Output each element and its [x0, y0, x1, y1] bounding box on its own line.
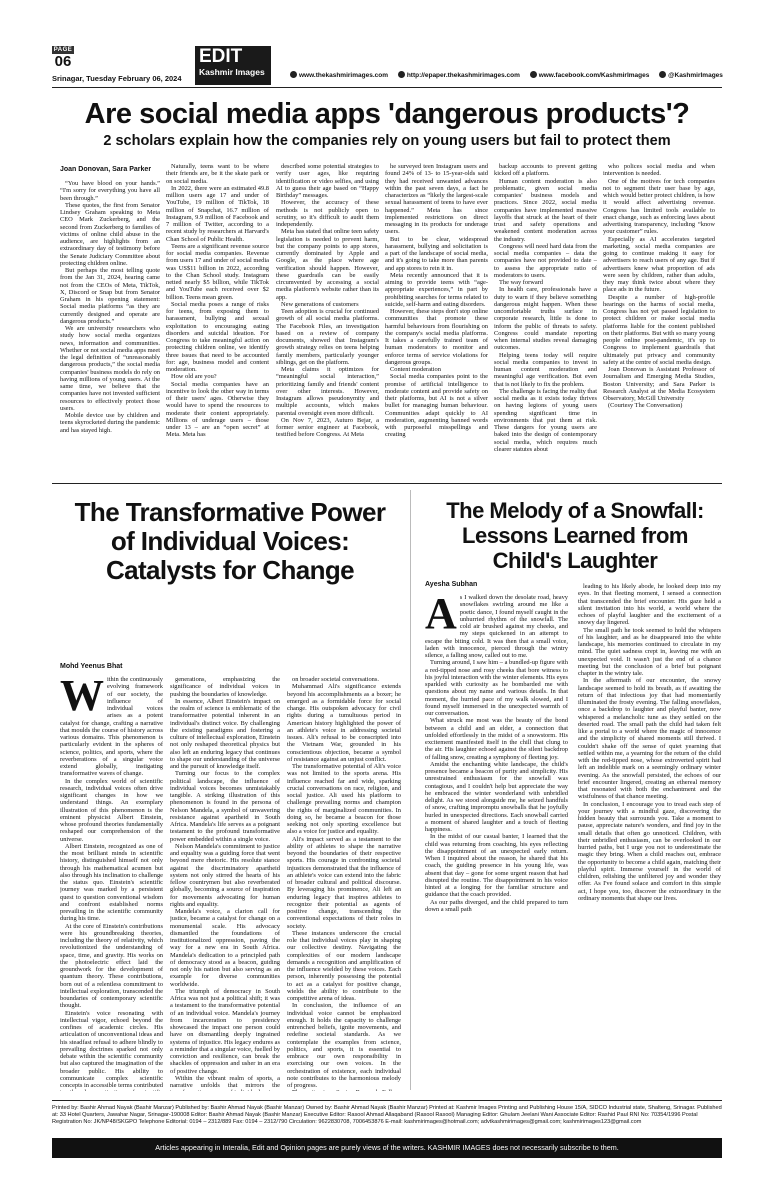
paragraph: Meta recently announced that it is aiming to provide teens with “age-appropriate experiences,” in part by prohibiting searches for terms related to suicide, self-harm and eating disorders.	[385, 271, 488, 308]
dateline: Srinagar, Tuesday February 06, 2024	[52, 74, 182, 83]
drop-cap: W	[60, 676, 104, 720]
paragraph: In conclusion, I encourage you to tread each step of your journey with a mindful gaze, discovering the hidden beauty that surrounds you. Take a moment to pause, appreciate nature's wonders, and find joy in the small details that often go unnoticed. Children, with their unbridled enthusiasm, can be overlooked in our hurried paths, but I urge you not to underestimate the magic they bring. When a child reaches out, embrace the opportunity to become a child again, matching their playful spirit. Immerse yourself in the world of children, relishing the unfiltered joy and wonder they offer. As I've found solace and comfort in this simple act, I hope you, too, discover the extraordinary in the ordinary moments that shape our lives.	[578, 800, 721, 902]
paragraph: (Courtesy The Conversation)	[608, 402, 683, 410]
paragraph: generations, emphasizing the significance of individual voices in pushing the boundaries of knowledge.	[170, 676, 280, 698]
paragraph: he surveyed teen Instagram users and found 24% of 13- to 15-year-olds said they had received unwanted advances within the past seven days, a fact he characterizes as “likely the largest-scale sexual harassment of teens to have ever happened.” Meta has since implemented restrictions on direct messaging in its products for underage users.	[385, 163, 488, 236]
paragraph: In the complex world of scientific research, individual voices often drive significant changes in how we understand things. An exemplary illustration of this phenomenon is the eminent physicist Albert Einstein, whose profound theories fundamentally reshaped our comprehension of the universe.	[60, 777, 163, 843]
paragraph: However, these steps don't stop online communities that promote these harmful behaviours from flourishing on the company's social media platforms. It takes a carefully trained team of human moderators to monitor and enforce terms of service violations for dangerous groups.	[385, 308, 488, 366]
paragraph: Einstein's voice resonating with intellectual vigor, echoed beyond the confines of academic circles. His articulation of unconventional ideas and his steadfast refusal to adhere blindly to prevailing doctrines sparked not only debate within the scientific community but also captured the imagination of the broader public. His ability to communicate complex scientific concepts in accessible terms contributed	[60, 1009, 163, 1089]
paragraph: How old are you?	[171, 373, 217, 381]
paragraph: Teens are a significant revenue source for social media companies. Revenue from users 17 and under of social media was US$11 billion in 2022, according to the Chan School study. Instagram netted nearly $5 billion, while TikTok and YouTube each received over $2 billion. Teens mean green.	[166, 242, 269, 301]
paragraph: Content moderation	[390, 366, 441, 373]
drop-cap: A	[425, 594, 457, 638]
paragraph: The small path he took seemed to hold the whispers of his laughter, and as he disappeared into the white landscape, his memories continued to circulate in my mind. The quiet sadness crept in, leaving me with an unexpected void. It wasn't just the end of a chance meeting but the conclusion of a brief but poignant chapter in the wintry tale.	[578, 626, 721, 677]
article1-subtitle: 2 scholars explain how the companies rely on young users but fail to protect them	[103, 133, 671, 149]
paragraph: “You have blood on your hands.” “I'm sorry for everything you have all been through.”	[60, 180, 160, 202]
paragraph: But to be clear, widespread harassment, bullying and solicitation is a part of the landscape of social media, and it's going to take more than parents and app stores to rein it in.	[385, 235, 488, 272]
paragraph: New generations of customers	[281, 300, 359, 308]
paragraph: Meta claims it optimizes for “meaningful social interaction,” prioritizing family and friends' content over other interests. However, Instagram allows pseudonymity and multiple accounts, which makes parental oversight even more difficult.	[276, 366, 379, 417]
paragraph: Within the vibrant realm of sports, a narrative unfolds that mirrors the	[170, 1074, 280, 1089]
footer-rule	[52, 1100, 722, 1101]
paragraph: These quotes, the first from Senator Lindsey Graham speaking to Meta CEO Mark Zuckerberg, and the second from Zuckerberg to families of victims of online child abuse in the audience, are highlights from an extraordinary day of testimony before the Senate Judiciary Committee about protecting children online.	[60, 201, 160, 267]
article2-title: The Transformative Power of Individual Voices: Catalysts for Change	[74, 497, 386, 585]
paragraph	[287, 1089, 401, 1091]
paragraph: Amidst the enchanting white landscape, the child's presence became a beacon of purity and simplicity. His unrestrained enthusiasm for the snowfall was contagious, and I couldn't help but appreciate the way he embraced the winter wonderland with unbridled delight. As we stood alongside me, he seized handfuls of snow, crafting impromptu snowballs that he joyfully hurled in unexpected directions. Each snowball carried a moment of shared laughter and a touch of fleeting happiness.	[425, 760, 568, 833]
paragraph: The transformative potential of Ali's voice was not limited to the sports arena. His influence reached far and wide, sparking crucial conversations on race, religion, and social justice. Ali used his platform to challenge prevailing norms and champion the rights of marginalized communities. In doing so, he became a beacon for those seeking not only sporting excellence but also a voice for justice and equality.	[287, 763, 401, 836]
article1-column-4	[385, 163, 488, 475]
paragraph: Teen adoption is crucial for continued growth of all social media platforms. The Facebook Files, an investigation based on a review of company documents, showed that Instagram's growth strategy relies on teens helping family members, particularly younger siblings, get on the platform.	[276, 308, 379, 366]
page-number: 06	[54, 53, 72, 70]
page-label: PAGE	[53, 47, 73, 53]
article2-column-3	[287, 676, 401, 1091]
globe-icon	[398, 71, 405, 78]
article1-byline: Joan Donovan, Sara Parker	[60, 166, 152, 173]
imprint-line: Printed by: Bashir Ahmad Nayak (Bashir Manzar) Published by: Bashir Ahmad Nayak (Bashir Manzar) Owned by: Bashir Ahmad Nayak (Bashir Manzar) Printed at: Kashmir Images Printing and Publishing House 15/A, SIDCO Industrial state, Shalteng, Srinagar. Published at: 33 Hotel Quarters, Jawahar Nagar, Srinagar-190008 Editor: Bashir Ahmad Nayak (Bashir Manzar) Executive Editor: Rasool Ahmad Allaqaband (Rasool Rasool) Managing Editor: Ghulam Jeelani Wani Associate Editor: Rashid Paul RNI No: 70354/1996 Postal Registration No: JK/NP48/SKGPO Telephone Editorial: 0194 – 2312/889 Fax: 0194 – 2312/790 Circulation: 9622830708, 7006453876 E-mail: kashmirimages@hotmail.com; advtkashmirimages@gmail.com; kashmirimages123@gmail.com	[52, 1105, 722, 1125]
header-links	[290, 71, 731, 79]
article3-column-2	[578, 583, 721, 1091]
facebook-icon	[530, 71, 537, 78]
article1-column-6	[603, 163, 715, 475]
header-rule	[52, 87, 722, 88]
paragraph: Despite a number of high-profile hearings on the harms of social media, Congress has not yet passed legislation to protect children or make social media platforms liable for the content published on their platforms. But with so many young people online post-pandemic, it's up to Congress to implement guardrails that ultimately put privacy and community safety at the centre of social media design.	[603, 293, 715, 366]
paragraph: The way forward	[499, 279, 544, 286]
article2-column-2	[170, 676, 280, 1091]
paragraph: What struck me most was the beauty of the bond between a child and an elder, a connection that unfolded effortlessly in the midst of a snowstorm. His excitement manifested itself in the chill that clung to the air. His laughter echoed against the silent backdrop of falling snow, creating a symphony of fleeting joy.	[425, 717, 568, 761]
paragraph: In essence, Albert Einstein's impact on the realm of science is emblematic of the transformative potential inherent in an individual's distinct voice. By challenging the existing paradigms and fostering a culture of intellectual exploration, Einstein not only reshaped theoretical physics but also left an enduring legacy that continues to shape our understanding of the universe and the pursuit of knowledge itself.	[170, 697, 280, 770]
paragraph: The triumph of democracy in South Africa was not just a political shift; it was a testament to the transformative potential of an individual voice. Mandela's journey from incarceration to presidency showcased the impact one person could have on dismantling deeply ingrained systems of injustice. His legacy endures as a reminder that a singular voice, fuelled by conviction and resilience, can break the shackles of oppression and usher in an era of positive change.	[170, 987, 280, 1075]
paragraph: Muhammad Ali's significance extends beyond his accomplishments as a boxer; he emerged as a formidable force for social change. His outspoken advocacy for civil rights during a tumultuous period in American history highlighted the power of an athlete's voice in addressing societal issues. Ali's refusal to be conscripted into the Vietnam War, grounded in his conscientious objection, became a symbol of resistance against an unjust conflict.	[287, 683, 401, 763]
article1-column-5	[494, 163, 597, 475]
paragraph: Social media companies have an incentive to look the other way in terms of their users' ages. Otherwise they would have to spend the resources to moderate their content appropriately. Millions of underage users – those under 13 – are an “open secret” at Meta. Meta has	[166, 380, 269, 439]
disclaimer-bar: Articles appearing in Interalia, Edit and Opinion pages are purely views of the writers. KASHMIR IMAGES does not necessarily subscribe to them.	[52, 1138, 722, 1158]
paragraph: Turning our focus to the complex political landscape, the influence of individual voices becomes unmistakably tangible. A striking illustration of this phenomenon is found in the persona of Nelson Mandela, a symbol of unwavering resistance against apartheid in South Africa. Mandela's life serves as a poignant testament to the profound transformative power embedded within a single voice.	[170, 770, 280, 843]
paragraph: Turning around, I saw him – a bundled-up figure with a red-tipped nose and rosy cheeks that bore witness to his joyful interaction with the winter elements. His eyes sparkled with curiosity as he bombarded me with questions about my name and various details. In that moment, the hurried pace of my walk slowed, and I found myself immersed in the unexpected warmth of our conversation.	[425, 659, 568, 717]
paragraph: One of the motives for tech companies not to segment their user base by age, which would better protect children, is how it would affect advertising revenue. Congress has limited tools available to enact change, such as enforcing laws about advertising transparency, including “know your customer” rules.	[603, 177, 715, 236]
paragraph: We are university researchers who study how social media organizes news, information and communities. Whether or not social media apps meet the legal definition of “unreasonably dangerous products,” the social media companies' business models do rely on having millions of young users. At the same time, we believe that the companies have not invested sufficient resources to effectively protect those users.	[60, 325, 160, 412]
page-badge	[52, 46, 74, 69]
paragraph: Meta has stated that online teen safety legislation is needed to prevent harm, but the company points to app stores, currently dominated by Apple and Google, as the place where age verification should happen. However, these guardrails can be easily circumvented by accessing a social media platform's website rather than its app.	[276, 228, 379, 301]
paragraph: At the core of Einstein's contributions were his groundbreaking theories, including the theory of relativity, which revolutionized the understanding of space, time, and gravity. His works on the photoelectric effect laid the groundwork for the development of quantum theory. These contributions, born out of a relentless commitment to intellectual exploration, transcended the boundaries of contemporary scientific thought.	[60, 922, 163, 1010]
paragraph: who polices social media and when intervention is needed.	[603, 163, 715, 178]
section-rule	[52, 483, 722, 484]
twitter-link[interactable]: @KashmirImages	[659, 72, 723, 79]
masthead-name: Kashmir Images	[199, 67, 265, 77]
paragraph: Human content moderation is also problematic, given social media companies' business models and practices. Since 2022, social media companies have implemented massive layoffs that struck at the heart of their trust and safety operations and weakened content moderation across the industry.	[494, 177, 597, 243]
twitter-icon	[659, 71, 666, 78]
article3-title: The Melody of a Snowfall: Lessons Learned from Child's Laughter	[446, 498, 704, 573]
paragraph: But perhaps the most telling quote from the Jan 31, 2024, hearing came not from the CEOs of Meta, TikTok, X, Discord or Snap but from Senator Graham in his opening statement: Social media platforms “as they are currently designed and operate are dangerous products.”	[60, 267, 160, 325]
paragraph: Mobile device use by children and teens skyrocketed during the pandemic and has stayed high.	[60, 412, 160, 434]
paragraph: Mandela's voice, a clarion call for justice, became a catalyst for change on a monumental scale. His advocacy dismantled the foundations of institutionalized oppression, paving the way for a new era in South Africa. Mandela's dedication to a principled path of democracy stood as a beacon, guiding not only his nation but also serving as an example for diverse communities worldwide.	[170, 908, 280, 988]
paragraph: In 2022, there were an estimated 49.8 million users age 17 and under of YouTube, 19 million of TikTok, 18 million of Snapchat, 16.7 million of Instagram, 9.9 million of Facebook and 7 million of Twitter, according to a recent study by researchers at Harvard's Chan School of Public Health.	[166, 184, 269, 243]
paragraph: In the midst of our casual banter, I learned that the child was returning from coaching, his eyes reflecting the disappointment of an unexpected early return. When I inquired about the reason, he shared that his coach, the guiding presence in his young life, was absent that day – gone for some urgent reason that had disrupted the routine. The disappointment in his voice hinted at a longing for the familiar structure and guidance that the coach provided.	[425, 833, 568, 899]
paragraph: Albert Einstein, recognized as one of the most brilliant minds in scientific history, distinguished himself not only through his mathematical acumen but also through his inclination to challenge the status quo. Einstein's scientific journey was marked by a persistent quest to question conventional wisdom and confront established norms prevailing in the scientific community during his time.	[60, 842, 163, 923]
masthead-logo	[195, 46, 271, 85]
article1-column-2	[166, 163, 269, 475]
article1-title: Are social media apps 'dangerous products'?	[84, 98, 690, 130]
paragraph: On Nov 7, 2023, Auturo Bejar, a former senior engineer at Facebook, testified before Congress. At Meta	[276, 416, 379, 439]
paragraph: Congress will need hard data from the social media companies – data the companies have not provided to date – to assess the appropriate ratio of moderators to users.	[494, 242, 597, 279]
article2-byline: Mohd Yeenus Bhat	[60, 663, 123, 670]
paragraph: As our paths diverged, and the child prepared to turn down a small path	[425, 898, 568, 913]
paragraph: Especially as AI accelerates targeted marketing, social media companies are going to continue making it easy for advertisers to reach users of any age. But if advertisers knew what proportion of ads were seen by children, rather than adults, they may think twice about where they place ads in the future.	[603, 235, 715, 294]
paragraph: Social media poses a range of risks for teens, from exposing them to harassment, bullying and sexual exploitation to encouraging eating disorders and suicidal ideation. For Congress to take meaningful action on protecting children online, we identify three issues that need to be accounted for: age, business model and content moderation.	[166, 300, 269, 373]
article3-byline: Ayesha Subhan	[425, 581, 478, 588]
article3-column-1	[425, 594, 568, 1091]
paragraph: Helping teens today will require social media companies to invest in human content moderation and meaningful age verification. But even that is not likely to fix the problem.	[494, 351, 597, 388]
paragraph: In conclusion, the influence of an individual voice cannot be emphasized enough. It holds the capacity to challenge entrenched beliefs, ignite movements, and redefine societal standards. As we contemplate the examples from science, politics, and sports, it is essential to embrace our own responsibility in exercising our own voices. In the orchestration of existence, each individual note contributes to the harmonious melody of progress.	[287, 1002, 401, 1089]
paragraph: Joan Donovan is Assistant Professor of Journalism and Emerging Media Studies, Boston University; and Sara Parker is Research Analyst at the Media Ecosystem Observatory, McGill University	[603, 366, 715, 402]
column-divider	[410, 490, 411, 1090]
paragraph: As I walked down the desolate road, heavy snowflakes swirling around me like a poetic dance, I found myself caught in the unhurried rhythm of the snowfall. The cold air brushed against my cheeks, and my steps quickened in an attempt to escape the biting cold. It was then that a small voice, laden with innocence, pierced through the wintry silence, a falling snow, called out to me.	[425, 594, 568, 659]
paragraph: The challenge is facing the reality that social media as it exists today thrives on having legions of young users spending significant time in environments that put them at risk. These dangers for young users are baked into the design of contemporary social media, which requires much clearer statutes about	[494, 387, 597, 453]
article1-column-1	[60, 180, 160, 475]
paragraph: In health care, professionals have a duty to warn if they believe something dangerous might happen. When these uncomfortable truths surface in corporate research, little is done to inform the public of threats to safety. Congress could mandate reporting when internal studies reveal damaging outcomes.	[494, 286, 597, 352]
paragraph: However, the accuracy of these methods is not publicly open to scrutiny, so it's difficult to audit them independently.	[276, 199, 379, 228]
paragraph: Within the continuously evolving framework of our society, the influence of individual voices arises as a potent catalyst for change, crafting a narrative that moulds the course of history across various domains. This phenomenon is particularly evident in the spheres of science, politics, and sports, where the reverberations of a singular voice extend globally, instigating transformative waves of change.	[60, 676, 163, 778]
masthead-edit: EDIT	[199, 46, 243, 67]
paragraph: Naturally, teens want to be where their friends are, be it the skate park or on social media.	[166, 163, 269, 185]
paragraph: Ali's impact served as a testament to the ability of athletes to shape the narrative beyond the boundaries of their respective sports. His courage in confronting societal injustices demonstrated that the influence of an athlete's voice can extend into the fabric of broader cultural and political discourse. By leveraging his prominence, Ali left an enduring legacy that inspires athletes to recognize their potential as agents of positive change, transcending the conventional expectations of their roles in society.	[287, 835, 401, 930]
paragraph: on broader societal conversations.	[292, 676, 379, 683]
article1-column-3	[276, 163, 379, 475]
paragraph: leading to his likely abode, he looked deep into my eyes. In that fleeting moment, I sensed a connection that transcended the brief encounter. His gaze held a silent invitation into his world, a world where the echoes of playful laughter and the excitement of a snowy day lingered.	[578, 583, 721, 627]
globe-icon	[290, 71, 297, 78]
website-link[interactable]: www.thekashmirimages.com	[290, 72, 388, 79]
facebook-link[interactable]: www.facebook.com/KashmirImages	[530, 72, 650, 79]
paragraph: backup accounts to prevent getting kicked off a platform.	[494, 163, 597, 178]
paragraph: In the aftermath of our encounter, the snowy landscape seemed to hold its breath, as if awaiting the return of that infectious joy that had momentarily illuminated the frosty evening. The falling snowflakes, once a backdrop to laughter and playful banter, now whispered a melancholic tune as they settled on the deserted road. The small path the child had taken felt like a portal to a world where the magic of innocence and the simplicity of shared moments still thrived. I couldn't shake off the sense of quiet yearning that settled within me, a yearning for the return of the child with the red-tipped nose, whose extroverted spirit had left an indelible mark on a seemingly ordinary winter evening. As the snowfall persisted, the echoes of our brief encounter lingered, creating an ethereal memory that resonated with both the enchantment and the wistfulness of that chance meeting.	[578, 677, 721, 801]
paragraph: Nelson Mandela's commitment to justice and equality was a guiding force that went beyond mere rhetoric. His resolute stance against the discriminatory apartheid system not only stirred the hearts of his fellow countrymen but also reverberated globally, becoming a source of inspiration for movements advocating for human rights and equality.	[170, 842, 280, 908]
article2-column-1	[60, 676, 163, 1091]
epaper-link[interactable]: http://epaper.thekashmirimages.com	[398, 72, 520, 79]
paragraph: described some potential strategies to verify user ages, like requiring identification or video selfies, and using AI to guess their age based on “Happy Birthday” messages.	[276, 163, 379, 199]
paragraph: These instances underscore the crucial role that individual voices play in shaping our collective destiny. Navigating the complexities of our modern landscape demands a recognition and amplification of the influence wielded by these voices. Each person, inherently possessing the potential to act as a catalyst for positive change, wields the ability to contribute to the competitive arena of ideas.	[287, 929, 401, 1002]
paragraph: Social media companies point to the promise of artificial intelligence to moderate content and provide safety on their platforms, but AI is not a silver bullet for managing human behaviour. Communities adapt quickly to AI moderation, augmenting banned words with purposeful misspellings and creating	[385, 373, 488, 439]
